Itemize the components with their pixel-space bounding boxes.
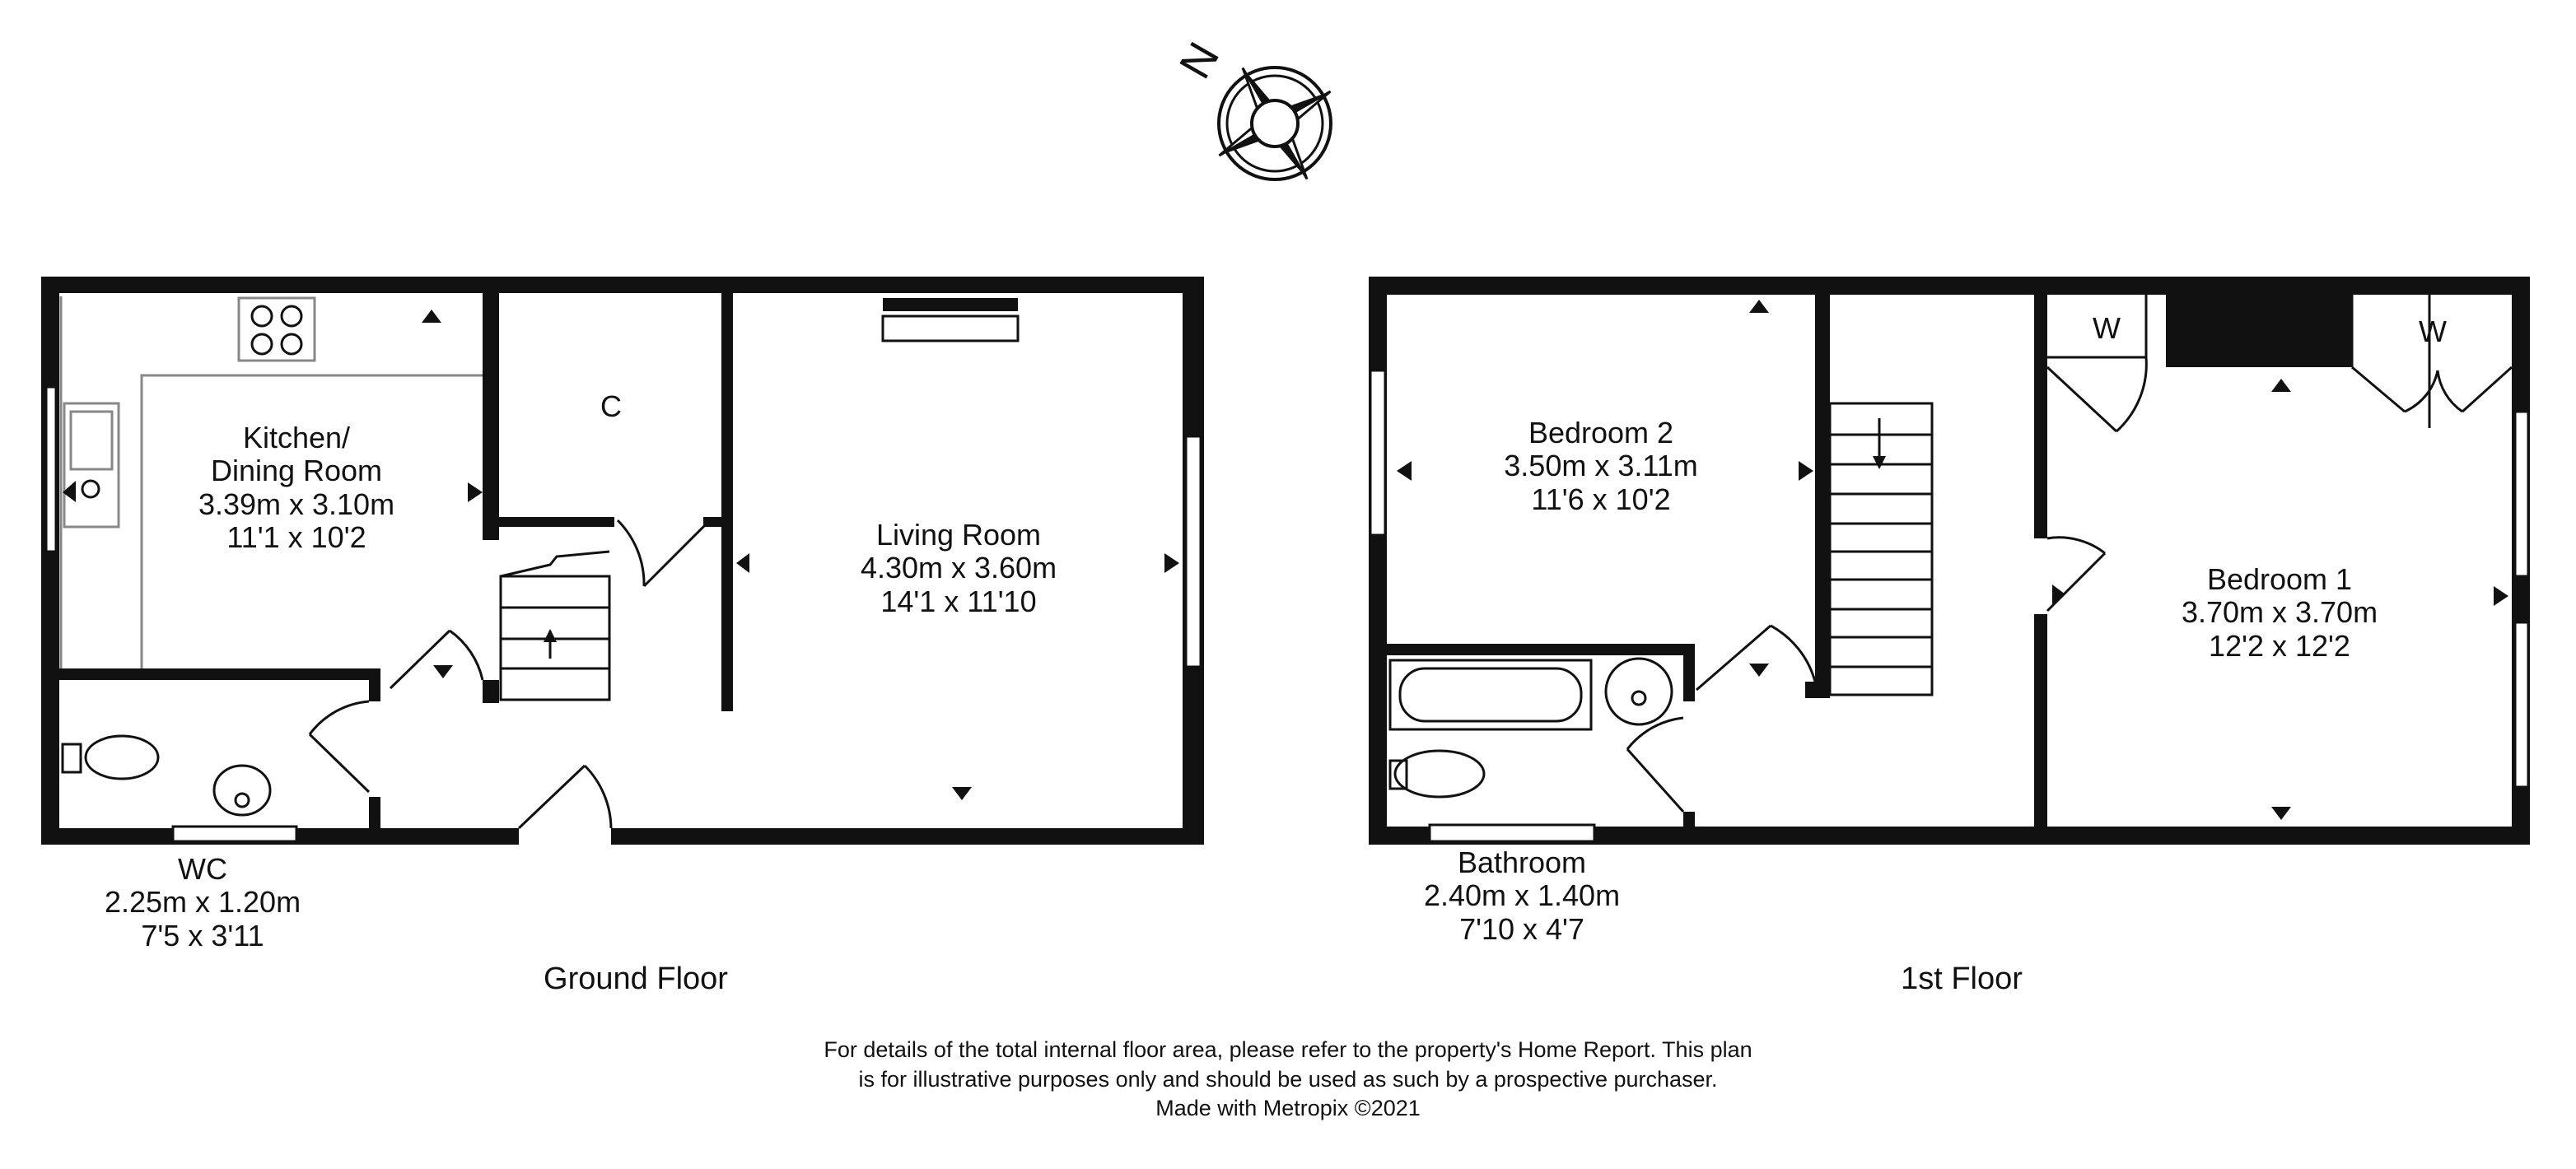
north-label: N xyxy=(1169,34,1230,87)
bathroom-label xyxy=(1424,846,1620,946)
ground-floor-title: Ground Floor xyxy=(544,962,728,996)
living-room-name: Living Room xyxy=(875,518,1042,552)
bathroom-imperial: 7'10 x 4'7 xyxy=(1459,911,1584,946)
bedroom1-metric: 3.70m x 3.70m xyxy=(2181,595,2378,630)
compass-rose-icon xyxy=(1170,35,1363,212)
first-floor-plan xyxy=(1369,277,2530,845)
bathroom-name: Bathroom xyxy=(1457,845,1587,879)
living-room-imperial: 14'1 x 11'10 xyxy=(880,584,1037,618)
cupboard-label xyxy=(600,390,622,423)
cupboard-name: C xyxy=(600,389,622,423)
bathroom-metric: 2.40m x 1.40m xyxy=(1423,878,1621,913)
wc-label xyxy=(105,853,301,952)
disclaimer-line3: Made with Metropix ©2021 xyxy=(1155,1096,1421,1121)
bedroom2-metric: 3.50m x 3.11m xyxy=(1504,449,1698,483)
wc-name: WC xyxy=(178,852,227,886)
kitchen-name-line1: Kitchen/ xyxy=(242,421,351,454)
kitchen-metric: 3.39m x 3.10m xyxy=(198,487,395,521)
wardrobe-right-label: W xyxy=(2419,314,2447,348)
first-floor-title: 1st Floor xyxy=(1901,962,2023,996)
bedroom1-imperial: 12'2 x 12'2 xyxy=(2209,628,2350,663)
living-room-label xyxy=(861,519,1057,618)
kitchen-imperial: 11'1 x 10'2 xyxy=(226,519,366,554)
disclaimer-line2: is for illustrative purposes only and should be used as such by a prospective purchaser. xyxy=(858,1066,1718,1092)
bedroom2-label xyxy=(1504,417,1697,516)
living-room-metric: 4.30m x 3.60m xyxy=(860,551,1057,585)
disclaimer-line1: For details of the total internal floor area, please refer to the property's Home Report. This plan xyxy=(824,1037,1752,1062)
bedroom1-name: Bedroom 1 xyxy=(2206,562,2353,596)
wc-imperial: 7'5 x 3'11 xyxy=(141,918,264,952)
kitchen-name-line2: Dining Room xyxy=(210,454,383,488)
bedroom1-label xyxy=(2182,563,2378,663)
disclaimer xyxy=(824,1036,1752,1124)
wardrobe-left-label: W xyxy=(2093,311,2121,345)
bedroom2-imperial: 11'6 x 10'2 xyxy=(1531,482,1671,516)
kitchen-label xyxy=(198,421,394,554)
wc-metric: 2.25m x 1.20m xyxy=(104,885,301,920)
bedroom2-name: Bedroom 2 xyxy=(1528,416,1674,449)
